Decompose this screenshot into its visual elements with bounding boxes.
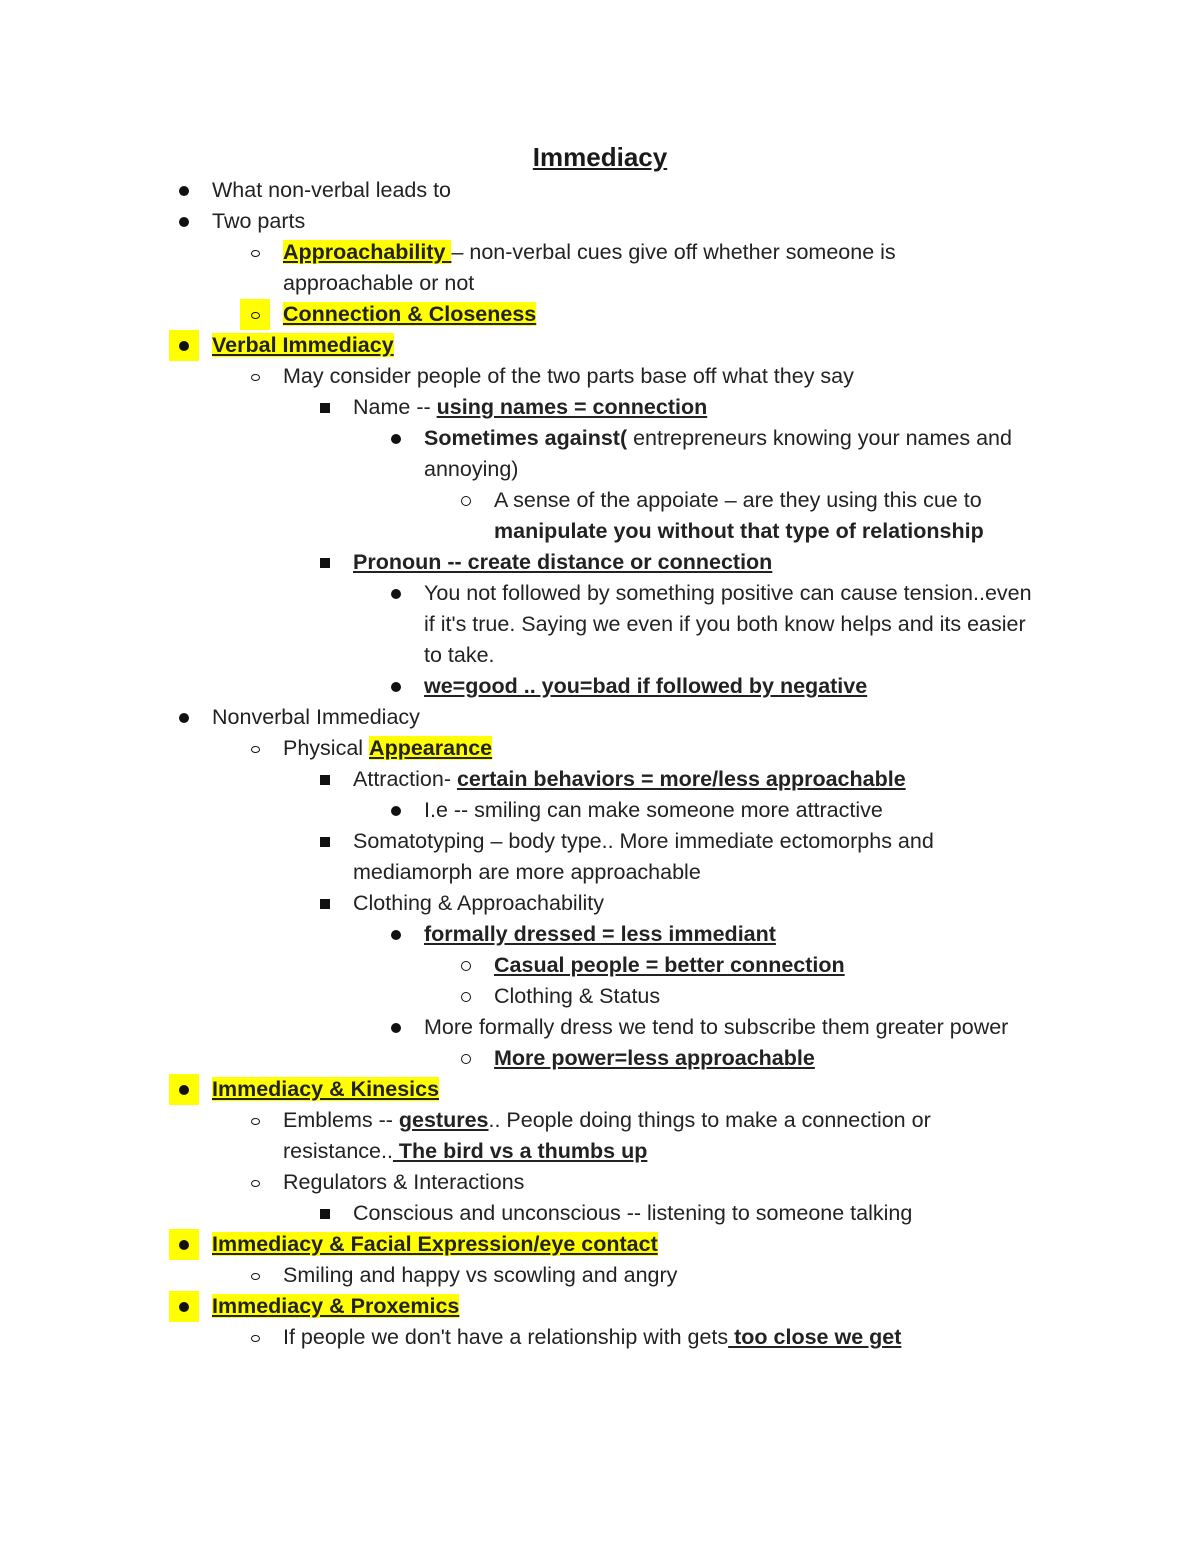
item-text-bold: gestures <box>398 1108 489 1132</box>
item-text-highlight: Immediacy & Facial Expression/eye contact <box>212 1232 658 1256</box>
bullet-dot-icon <box>381 1012 411 1043</box>
bullet-square-icon <box>310 826 340 857</box>
list-item <box>0 547 1200 578</box>
bullet-list <box>0 175 1200 1353</box>
bullet-circle-icon <box>240 299 270 330</box>
item-text: What non-verbal leads to <box>212 178 452 202</box>
item-text: Clothing & Status <box>494 984 661 1008</box>
item-text: Clothing & Approachability <box>353 891 604 915</box>
item-text: Smiling and happy vs scowling and angry <box>283 1263 678 1287</box>
list-item <box>0 795 1200 826</box>
bullet-dot-icon <box>381 423 411 454</box>
list-item <box>0 578 1200 671</box>
list-item <box>0 1291 1200 1322</box>
list-item <box>0 175 1200 206</box>
list-item <box>0 919 1200 950</box>
item-text: – non-verbal cues give off whether someone is approachable or not <box>283 240 896 295</box>
list-item <box>0 1043 1200 1074</box>
bullet-dot-icon <box>169 1074 199 1105</box>
bullet-dot-icon <box>169 1229 199 1260</box>
list-item <box>0 1167 1200 1198</box>
bullet-dot-icon <box>169 330 199 361</box>
list-item <box>0 206 1200 237</box>
bullet-square-icon <box>310 547 340 578</box>
list-item <box>0 1322 1200 1353</box>
list-item <box>0 1105 1200 1167</box>
item-text: Physical <box>283 736 370 760</box>
list-item <box>0 299 1200 330</box>
item-text: I.e -- smiling can make someone more attractive <box>424 798 883 822</box>
item-text: Conscious and unconscious -- listening to someone talking <box>353 1201 913 1225</box>
bullet-circle-icon <box>451 981 481 1012</box>
bullet-dot-icon <box>169 175 199 206</box>
bullet-circle-icon <box>451 1043 481 1074</box>
page-title: Immediacy <box>532 142 668 172</box>
item-text: Name -- <box>353 395 437 419</box>
bullet-circle-icon <box>240 361 270 392</box>
list-item <box>0 423 1200 485</box>
bullet-dot-icon <box>169 702 199 733</box>
item-text: Two parts <box>212 209 306 233</box>
bullet-dot-icon <box>381 671 411 702</box>
bullet-dot-icon <box>169 1291 199 1322</box>
list-item <box>0 826 1200 888</box>
bullet-circle-icon <box>451 950 481 981</box>
item-text: You not followed by something positive can cause tension..even if it's true. Saying we even if you both know helps and its easier to take. <box>424 581 1032 667</box>
item-text: Regulators & Interactions <box>283 1170 525 1194</box>
list-item <box>0 1260 1200 1291</box>
list-item <box>0 764 1200 795</box>
bullet-square-icon <box>310 764 340 795</box>
list-item <box>0 1229 1200 1260</box>
bullet-circle-icon <box>240 1260 270 1291</box>
list-item <box>0 1198 1200 1229</box>
bullet-dot-icon <box>169 206 199 237</box>
list-item <box>0 950 1200 981</box>
item-text-bold: formally dressed = less immediant <box>424 922 776 946</box>
item-text: entrepreneurs knowing your names and annoying) <box>424 426 1012 481</box>
list-item <box>0 361 1200 392</box>
item-text-bold: using names = connection <box>436 395 708 419</box>
item-text: If people we don't have a relationship with gets <box>283 1325 729 1349</box>
item-text-highlight: Appearance <box>369 736 493 760</box>
list-item <box>0 392 1200 423</box>
bullet-square-icon <box>310 888 340 919</box>
item-text: A sense of the appoiate – are they using this cue to <box>494 488 982 512</box>
item-text: More formally dress we tend to subscribe them greater power <box>424 1015 1009 1039</box>
bullet-circle-icon <box>240 1322 270 1353</box>
item-text: May consider people of the two parts base off what they say <box>283 364 854 388</box>
list-item <box>0 888 1200 919</box>
item-text: Somatotyping – body type.. More immediate ectomorphs and mediamorph are more approachable <box>353 829 934 884</box>
list-item <box>0 671 1200 702</box>
bullet-circle-icon <box>240 733 270 764</box>
list-item <box>0 330 1200 361</box>
item-text-highlight: Verbal Immediacy <box>212 333 394 357</box>
bullet-dot-icon <box>381 795 411 826</box>
list-item <box>0 1074 1200 1105</box>
bullet-circle-icon <box>451 485 481 516</box>
item-text-bold: certain behaviors = more/less approachable <box>456 767 906 791</box>
item-text-bold: Sometimes against( <box>424 426 634 450</box>
item-text: Attraction- <box>353 767 457 791</box>
bullet-dot-icon <box>381 578 411 609</box>
bullet-circle-icon <box>240 1105 270 1136</box>
list-item <box>0 702 1200 733</box>
bullet-square-icon <box>310 392 340 423</box>
item-text-highlight: Connection & Closeness <box>283 302 537 326</box>
list-item <box>0 237 1200 299</box>
item-text-bold: too close we get <box>728 1325 902 1349</box>
list-item <box>0 485 1200 547</box>
item-text-bold: Pronoun -- create distance or connection <box>353 550 773 574</box>
item-text-highlight: Immediacy & Kinesics <box>212 1077 440 1101</box>
bullet-circle-icon <box>240 1167 270 1198</box>
list-item <box>0 733 1200 764</box>
item-text-bold: The bird vs a thumbs up <box>392 1139 648 1163</box>
item-text-bold: More power=less approachable <box>494 1046 815 1070</box>
item-text: .. People doing things to make a connection or resistance.. <box>283 1108 931 1163</box>
bullet-dot-icon <box>381 919 411 950</box>
item-text: Emblems -- <box>283 1108 399 1132</box>
item-text: Nonverbal Immediacy <box>212 705 420 729</box>
item-text-bold: manipulate you without that type of relationship <box>494 519 984 543</box>
item-text-highlight: Immediacy & Proxemics <box>212 1294 460 1318</box>
item-text-bold: we=good .. you=bad if followed by negative <box>424 674 868 698</box>
bullet-circle-icon <box>240 237 270 268</box>
item-text-highlight: Approachability <box>283 240 452 264</box>
item-text-bold: Casual people = better connection <box>494 953 845 977</box>
list-item <box>0 1012 1200 1043</box>
list-item <box>0 981 1200 1012</box>
bullet-square-icon <box>310 1198 340 1229</box>
